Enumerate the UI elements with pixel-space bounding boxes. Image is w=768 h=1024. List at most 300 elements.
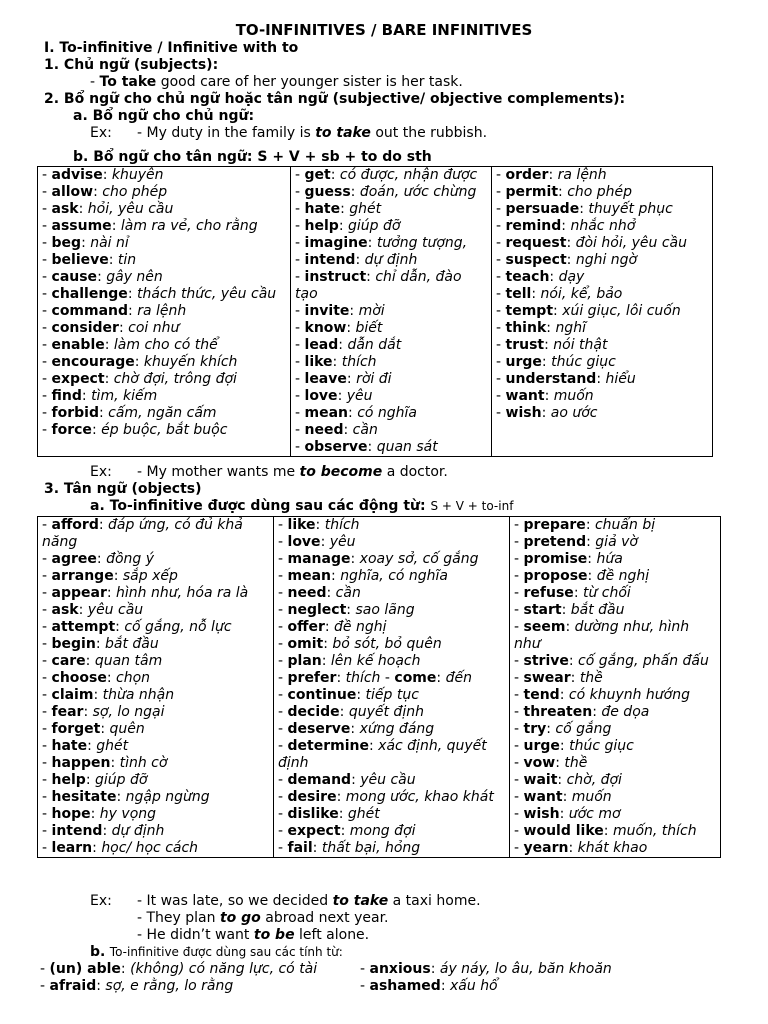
list-item: - omit: bỏ sót, bỏ quên — [278, 636, 442, 652]
word: hesitate — [51, 789, 117, 805]
list-item: - wait: chờ, đợi — [514, 772, 622, 788]
list-item: - agree: đồng ý — [42, 551, 155, 567]
adjective-list-right — [360, 961, 612, 995]
example-sentence: - To take good care of her younger sister is her task. — [90, 74, 463, 90]
meaning: có khuynh hướng — [568, 687, 690, 703]
word: consider — [51, 320, 119, 336]
meaning: chỉ dẫn, đào tạo — [295, 269, 462, 302]
list-item: - hate: ghét — [42, 738, 129, 754]
list-item: - observe: quan sát — [295, 439, 438, 455]
meaning: sợ, e rằng, lo rằng — [105, 978, 234, 994]
meaning: nói thật — [553, 337, 608, 353]
table-column — [38, 167, 291, 457]
list-item: - expect: chờ đợi, trông đợi — [42, 371, 237, 387]
meaning: giả vờ — [595, 534, 638, 550]
meaning: cần — [352, 422, 378, 438]
list-item: - (un) able: (không) có năng lực, có tài — [40, 961, 318, 977]
list-item: - guess: đoán, ước chừng — [295, 184, 477, 200]
meaning: lên kế hoạch — [330, 653, 421, 669]
word: refuse — [523, 585, 574, 601]
meaning: có được, nhận được — [339, 167, 478, 183]
meaning: dự định — [364, 252, 418, 268]
list-item: - deserve: xứng đáng — [278, 721, 435, 737]
list-item: - imagine: tưởng tượng, — [295, 235, 468, 251]
word: afford — [51, 517, 99, 533]
meaning: đồng ý — [106, 551, 155, 567]
table-column — [492, 167, 713, 457]
meaning: muốn, thích — [612, 823, 697, 839]
meaning: yêu cầu — [87, 602, 144, 618]
meaning: quên — [109, 721, 145, 737]
meaning: cố gắng, nỗ lực — [124, 619, 232, 635]
word: threaten — [523, 704, 593, 720]
list-item: - learn: học/ học cách — [42, 840, 199, 856]
word: need — [304, 422, 344, 438]
list-item: - vow: thề — [514, 755, 588, 771]
meaning: đe dọa — [601, 704, 650, 720]
meaning: quan sát — [376, 439, 438, 455]
meaning: chọn — [116, 670, 151, 686]
word: omit — [287, 636, 324, 652]
word: teach — [505, 269, 550, 285]
word: forbid — [51, 405, 99, 421]
example-label: Ex: — [90, 464, 112, 480]
word: start — [523, 602, 562, 618]
meaning: sợ, lo ngại — [92, 704, 165, 720]
list-item: - expect: mong đợi — [278, 823, 416, 839]
word: yearn — [523, 840, 569, 856]
list-item: - beg: nài nỉ — [42, 235, 129, 251]
verb-table-complements — [37, 166, 713, 457]
list-item: - help: giúp đỡ — [42, 772, 148, 788]
list-item: - strive: cố gắng, phấn đấu — [514, 653, 709, 669]
meaning: cấm, ngăn cấm — [108, 405, 217, 421]
list-item: - urge: thúc giục — [514, 738, 634, 754]
word: find — [51, 388, 82, 404]
example-sentence: - He didn’t want to be left alone. — [137, 927, 370, 943]
meaning: bắt đầu — [570, 602, 625, 618]
list-item: - teach: dạy — [496, 269, 585, 285]
list-item: - mean: nghĩa, có nghĩa — [278, 568, 449, 584]
word: understand — [505, 371, 597, 387]
word: get — [304, 167, 331, 183]
word: neglect — [287, 602, 347, 618]
word: request — [505, 235, 567, 251]
word: hope — [51, 806, 91, 822]
list-item: - care: quan tâm — [42, 653, 163, 669]
word: want — [523, 789, 563, 805]
word: urge — [505, 354, 542, 370]
meaning: đòi hỏi, yêu cầu — [575, 235, 688, 251]
list-item: - believe: tin — [42, 252, 137, 268]
list-item: - cause: gây nên — [42, 269, 163, 285]
list-item: - enable: làm cho có thể — [42, 337, 218, 353]
list-item: - afraid: sợ, e rằng, lo rằng — [40, 978, 234, 994]
word: expect — [287, 823, 341, 839]
list-item: - like: thích — [278, 517, 360, 533]
list-item: - propose: đề nghị — [514, 568, 650, 584]
word: begin — [51, 636, 96, 652]
meaning: khát khao — [577, 840, 648, 856]
word: ask — [51, 602, 79, 618]
meaning: hy vọng — [99, 806, 157, 822]
meaning: thích — [345, 670, 381, 686]
list-item: - permit: cho phép — [496, 184, 633, 200]
meaning: bỏ sót, bỏ quên — [332, 636, 442, 652]
word: hate — [304, 201, 341, 217]
word: permit — [505, 184, 559, 200]
meaning: ra lệnh — [137, 303, 187, 319]
meaning: sao lãng — [355, 602, 415, 618]
meaning: hiểu — [605, 371, 636, 387]
meaning: ghét — [96, 738, 129, 754]
list-item: - assume: làm ra vẻ, cho rằng — [42, 218, 258, 234]
meaning: áy náy, lo âu, băn khoăn — [439, 961, 612, 977]
meaning: từ chối — [582, 585, 631, 601]
table-column — [510, 517, 721, 858]
list-item: - know: biết — [295, 320, 383, 336]
word: swear — [523, 670, 571, 686]
meaning: mời — [358, 303, 385, 319]
list-item: - continue: tiếp tục — [278, 687, 419, 703]
meaning: yêu — [329, 534, 356, 550]
word: wish — [505, 405, 542, 421]
word: tempt — [505, 303, 554, 319]
word: prepare — [523, 517, 586, 533]
list-item: - get: có được, nhận được — [295, 167, 478, 183]
list-item: - consider: coi như — [42, 320, 180, 336]
list-item: - remind: nhắc nhở — [496, 218, 636, 234]
list-item: - appear: hình như, hóa ra là — [42, 585, 249, 601]
meaning: giúp đỡ — [347, 218, 401, 234]
meaning: làm ra vẻ, cho rằng — [120, 218, 258, 234]
word: hate — [51, 738, 88, 754]
list-item: - fear: sợ, lo ngại — [42, 704, 165, 720]
meaning: xác định, quyết định — [278, 738, 487, 771]
list-item: - hope: hy vọng — [42, 806, 157, 822]
list-item: - tend: có khuynh hướng — [514, 687, 690, 703]
word: imagine — [304, 235, 368, 251]
word: command — [51, 303, 129, 319]
word: agree — [51, 551, 97, 567]
example-sentence: - It was late, so we decided to take a taxi home. — [137, 893, 481, 909]
word: vow — [523, 755, 556, 771]
example-sentence: - My mother wants me to become a doctor. — [137, 464, 448, 480]
meaning: chờ đợi, trông đợi — [113, 371, 237, 387]
meaning: thúc giục — [569, 738, 634, 754]
list-item: - need: cần — [278, 585, 361, 601]
word: offer — [287, 619, 325, 635]
section-heading: I. To-infinitive / Infinitive with to — [44, 40, 299, 56]
list-item: - wish: ao ước — [496, 405, 598, 421]
table-column — [291, 167, 492, 457]
list-item: - try: cố gắng — [514, 721, 612, 737]
meaning: hứa — [596, 551, 623, 567]
word: dislike — [287, 806, 339, 822]
meaning: nghĩ — [555, 320, 586, 336]
meaning: ước mơ — [568, 806, 621, 822]
meaning: ghét — [347, 806, 380, 822]
list-item: - threaten: đe dọa — [514, 704, 650, 720]
list-item: - forget: quên — [42, 721, 145, 737]
list-item: - ashamed: xấu hổ — [360, 978, 498, 994]
meaning: bắt đầu — [105, 636, 159, 652]
list-item: - begin: bắt đầu — [42, 636, 159, 652]
word: afraid — [49, 978, 97, 994]
meaning: ao ước — [550, 405, 598, 421]
word: (un) able — [49, 961, 121, 977]
subsection-heading: b. Bổ ngữ cho tân ngữ: S + V + sb + to do sth — [73, 149, 432, 165]
meaning: sắp xếp — [122, 568, 178, 584]
meaning: thất bại, hỏng — [321, 840, 421, 856]
meaning: biết — [355, 320, 383, 336]
meaning: học/ học cách — [101, 840, 199, 856]
word: forget — [51, 721, 101, 737]
meaning: ghét — [349, 201, 382, 217]
list-item: - want: muốn — [514, 789, 612, 805]
list-item: - determine: xác định, quyết định — [278, 738, 487, 771]
word: promise — [523, 551, 588, 567]
meaning: yêu — [346, 388, 373, 404]
subsection-heading: 1. Chủ ngữ (subjects): — [44, 57, 219, 73]
meaning: tìm, kiếm — [91, 388, 158, 404]
list-item: - mean: có nghĩa — [295, 405, 418, 421]
word: urge — [523, 738, 560, 754]
meaning: dường như, hình như — [514, 619, 690, 652]
meaning: thích — [324, 517, 360, 533]
meaning: đề nghị — [334, 619, 387, 635]
word: encourage — [51, 354, 135, 370]
word: invite — [304, 303, 350, 319]
word: mean — [304, 405, 349, 421]
word: arrange — [51, 568, 114, 584]
word: fail — [287, 840, 313, 856]
list-item: - request: đòi hỏi, yêu cầu — [496, 235, 688, 251]
word: trust — [505, 337, 545, 353]
meaning: thích — [341, 354, 377, 370]
meaning: cố gắng — [555, 721, 612, 737]
adjective-list-left — [40, 961, 317, 995]
word: intend — [304, 252, 356, 268]
meaning: cho phép — [102, 184, 168, 200]
list-item: - swear: thề — [514, 670, 603, 686]
list-item: - decide: quyết định — [278, 704, 424, 720]
word: order — [505, 167, 549, 183]
meaning: khuyên — [111, 167, 164, 183]
subsection-heading: 2. Bổ ngữ cho chủ ngữ hoặc tân ngữ (subjective/ objective complements): — [44, 91, 626, 107]
list-item: - plan: lên kế hoạch — [278, 653, 421, 669]
subsection-heading: a. Bổ ngữ cho chủ ngữ: — [73, 108, 255, 124]
list-item: - intend: dự định — [42, 823, 165, 839]
list-item: - seem: dường như, hình như — [514, 619, 690, 652]
meaning: đoán, ước chừng — [359, 184, 477, 200]
word: suspect — [505, 252, 567, 268]
meaning: yêu cầu — [360, 772, 416, 788]
list-item: - pretend: giả vờ — [514, 534, 638, 550]
list-item: - attempt: cố gắng, nỗ lực — [42, 619, 232, 635]
list-item: - dislike: ghét — [278, 806, 380, 822]
meaning: ép buộc, bắt buộc — [101, 422, 228, 438]
list-item: - help: giúp đỡ — [295, 218, 401, 234]
word: enable — [51, 337, 105, 353]
word: like — [304, 354, 333, 370]
meaning: đáp ứng, có đủ khả năng — [42, 517, 243, 550]
list-item: - afford: đáp ứng, có đủ khả năng — [42, 517, 243, 550]
meaning: khuyến khích — [143, 354, 238, 370]
meaning: quan tâm — [94, 653, 163, 669]
list-item: - encourage: khuyến khích — [42, 354, 238, 370]
meaning: xúi giục, lôi cuốn — [562, 303, 681, 319]
meaning: nài nỉ — [90, 235, 129, 251]
list-item: - understand: hiểu — [496, 371, 636, 387]
list-item: - ask: yêu cầu — [42, 602, 144, 618]
word: choose — [51, 670, 107, 686]
list-item: - happen: tình cờ — [42, 755, 168, 771]
verb-table-objects — [37, 516, 721, 858]
word: mean — [287, 568, 332, 584]
list-item: - find: tìm, kiếm — [42, 388, 158, 404]
list-item: - intend: dự định — [295, 252, 418, 268]
list-item: - start: bắt đầu — [514, 602, 625, 618]
formula-text: S + V + to-inf — [430, 499, 514, 513]
meaning: có nghĩa — [357, 405, 418, 421]
word: determine — [287, 738, 369, 754]
subsection-heading: a. To-infinitive được dùng sau các động từ: S + V + to-inf — [90, 498, 514, 514]
meaning: tin — [117, 252, 137, 268]
word: manage — [287, 551, 351, 567]
word: assume — [51, 218, 112, 234]
list-item: - hesitate: ngập ngừng — [42, 789, 210, 805]
word: wish — [523, 806, 560, 822]
list-item: - force: ép buộc, bắt buộc — [42, 422, 228, 438]
word: desire — [287, 789, 337, 805]
list-item: - yearn: khát khao — [514, 840, 648, 856]
list-item: - persuade: thuyết phục — [496, 201, 673, 217]
list-item: - trust: nói thật — [496, 337, 608, 353]
list-item: - tell: nói, kể, bảo — [496, 286, 623, 302]
meaning: làm cho có thể — [113, 337, 218, 353]
word: prefer — [287, 670, 337, 686]
word: attempt — [51, 619, 116, 635]
example-label: Ex: — [90, 893, 112, 909]
word: demand — [287, 772, 352, 788]
word: care — [51, 653, 86, 669]
word: plan — [287, 653, 322, 669]
list-item: - prefer: thích - come: đến — [278, 670, 472, 686]
list-item: - neglect: sao lãng — [278, 602, 415, 618]
list-item: - think: nghĩ — [496, 320, 586, 336]
word: persuade — [505, 201, 580, 217]
list-item: - prepare: chuẩn bị — [514, 517, 656, 533]
list-item: - order: ra lệnh — [496, 167, 607, 183]
page-title: TO-INFINITIVES / BARE INFINITIVES — [235, 21, 533, 39]
list-item: - love: yêu — [295, 388, 373, 404]
word: challenge — [51, 286, 128, 302]
meaning: xứng đáng — [359, 721, 435, 737]
list-item: - tempt: xúi giục, lôi cuốn — [496, 303, 681, 319]
meaning: mong đợi — [349, 823, 416, 839]
word: want — [505, 388, 545, 404]
word: propose — [523, 568, 588, 584]
list-item: - allow: cho phép — [42, 184, 168, 200]
word: decide — [287, 704, 340, 720]
meaning: ra lệnh — [557, 167, 607, 183]
meaning: cho phép — [567, 184, 633, 200]
word: claim — [51, 687, 94, 703]
meaning: nhắc nhở — [570, 218, 636, 234]
meaning: dự định — [111, 823, 165, 839]
meaning: nói, kể, bảo — [540, 286, 623, 302]
meaning: dạy — [558, 269, 585, 285]
word: ashamed — [369, 978, 441, 994]
list-item: - forbid: cấm, ngăn cấm — [42, 405, 217, 421]
word: think — [505, 320, 547, 336]
word: like — [287, 517, 316, 533]
meaning: thuyết phục — [588, 201, 673, 217]
list-item: - lead: dẫn dắt — [295, 337, 402, 353]
word: allow — [51, 184, 94, 200]
list-item: - instruct: chỉ dẫn, đào tạo — [295, 269, 462, 302]
meaning: giúp đỡ — [94, 772, 148, 788]
list-item: - desire: mong ước, khao khát — [278, 789, 494, 805]
word: help — [51, 772, 86, 788]
word: anxious — [369, 961, 431, 977]
list-item: - manage: xoay sở, cố gắng — [278, 551, 479, 567]
meaning: nghi ngờ — [575, 252, 638, 268]
word: intend — [51, 823, 103, 839]
word: believe — [51, 252, 109, 268]
list-item: - choose: chọn — [42, 670, 151, 686]
meaning: tiếp tục — [365, 687, 419, 703]
meaning: dẫn dắt — [347, 337, 402, 353]
meaning: muốn — [571, 789, 612, 805]
meaning: thúc giục — [551, 354, 616, 370]
meaning: thề — [564, 755, 588, 771]
meaning: muốn — [553, 388, 594, 404]
word: guess — [304, 184, 351, 200]
meaning: xoay sở, cố gắng — [359, 551, 479, 567]
word: would like — [523, 823, 604, 839]
example-label: Ex: — [90, 125, 112, 141]
word: know — [304, 320, 347, 336]
word: strive — [523, 653, 569, 669]
list-item: - like: thích — [295, 354, 377, 370]
word: continue — [287, 687, 357, 703]
word: try — [523, 721, 547, 737]
word: tell — [505, 286, 532, 302]
word: beg — [51, 235, 82, 251]
word: cause — [51, 269, 98, 285]
word: leave — [304, 371, 347, 387]
meaning: tưởng tượng, — [376, 235, 468, 251]
list-item: - offer: đề nghị — [278, 619, 387, 635]
list-item: - need: cần — [295, 422, 378, 438]
meaning: hỏi, yêu cầu — [87, 201, 174, 217]
meaning: thừa nhận — [102, 687, 175, 703]
list-item: - fail: thất bại, hỏng — [278, 840, 421, 856]
meaning: cần — [335, 585, 361, 601]
list-item: - would like: muốn, thích — [514, 823, 697, 839]
word: ask — [51, 201, 79, 217]
word: lead — [304, 337, 339, 353]
meaning: cố gắng, phấn đấu — [578, 653, 709, 669]
meaning: nghĩa, có nghĩa — [340, 568, 449, 584]
word: pretend — [523, 534, 587, 550]
word: observe — [304, 439, 368, 455]
word: need — [287, 585, 327, 601]
word: appear — [51, 585, 107, 601]
meaning: mong ước, khao khát — [345, 789, 494, 805]
